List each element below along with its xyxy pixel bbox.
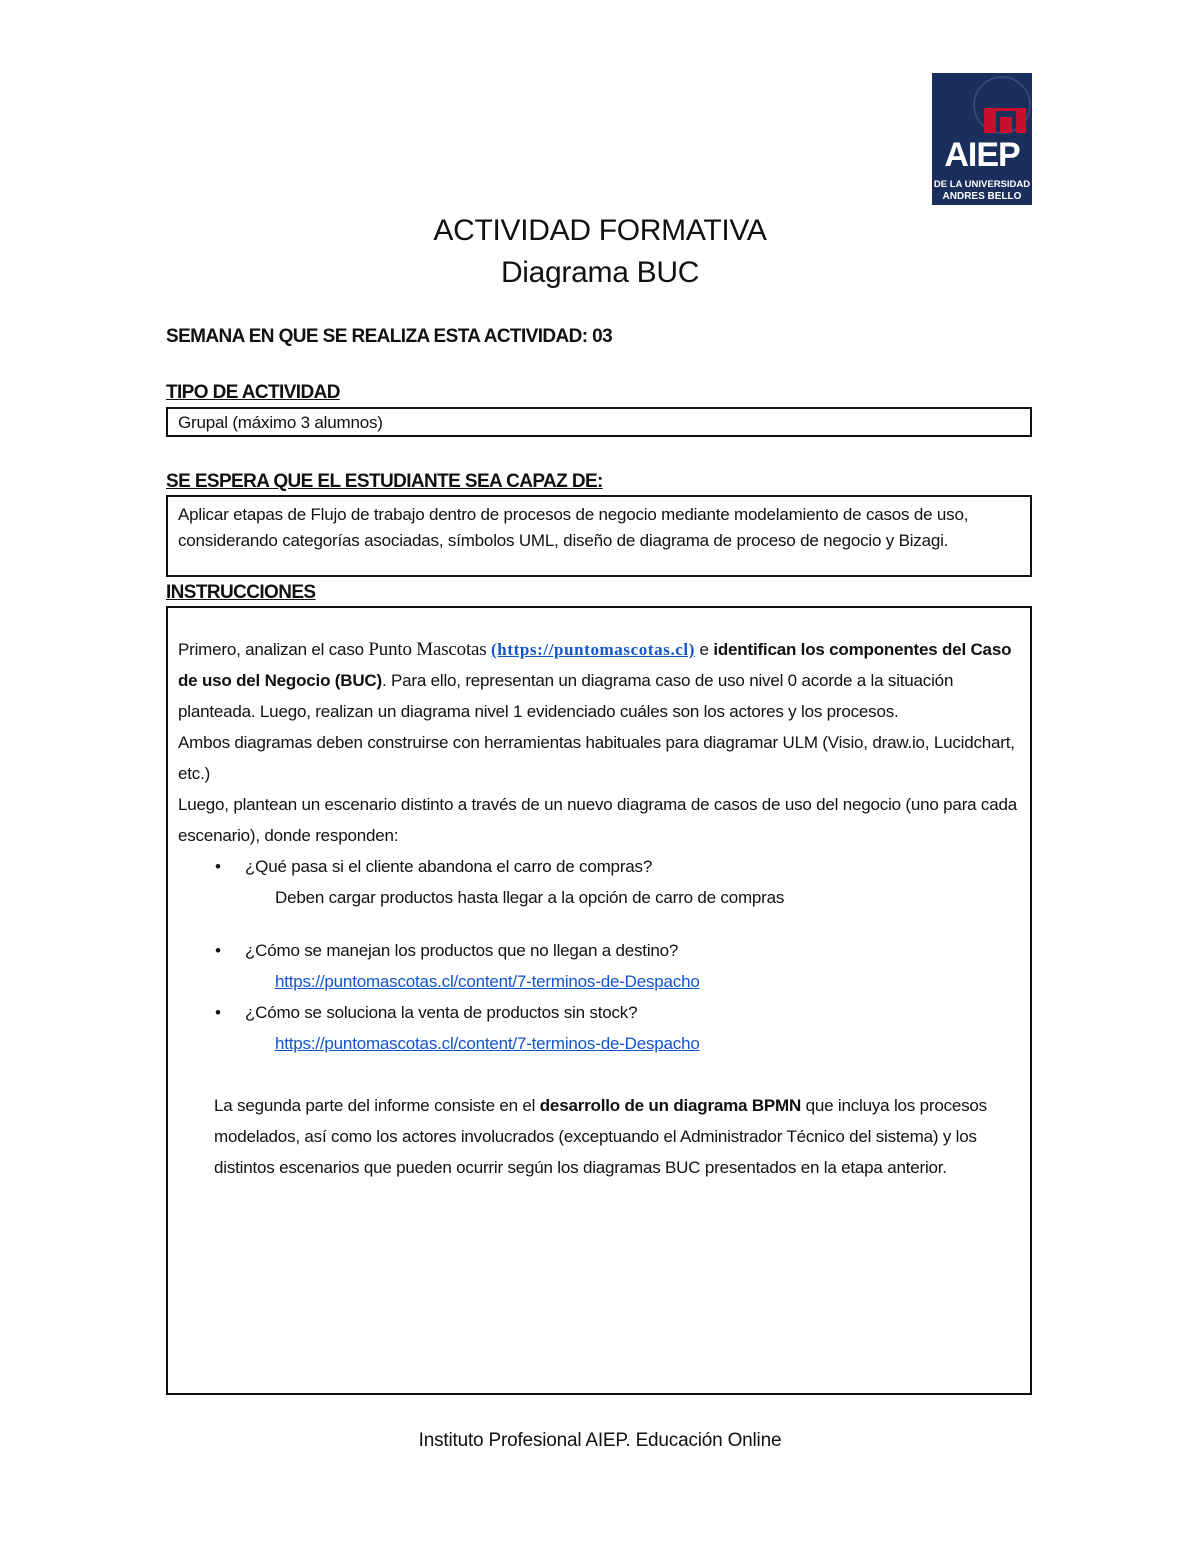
tipo-value: Grupal (máximo 3 alumnos) bbox=[178, 413, 383, 432]
bullet-icon: • bbox=[215, 1003, 221, 1022]
instr-paragraph-2: Ambos diagramas deben construirse con herramientas habituales para diagramar ULM (Visio, draw.io, Lucidchart, etc.) bbox=[178, 733, 1015, 783]
question-text: ¿Cómo se soluciona la venta de productos sin stock? bbox=[245, 1003, 638, 1022]
puntomascotas-link[interactable]: (https://puntomascotas.cl) bbox=[491, 640, 696, 659]
despacho-link[interactable]: https://puntomascotas.cl/content/7-terminos-de-Despacho bbox=[275, 1034, 700, 1053]
list-item bbox=[215, 851, 1020, 913]
despacho-link[interactable]: https://puntomascotas.cl/content/7-terminos-de-Despacho bbox=[275, 972, 700, 991]
tipo-label: TIPO DE ACTIVIDAD bbox=[166, 382, 340, 403]
semana-heading: SEMANA EN QUE SE REALIZA ESTA ACTIVIDAD: 03 bbox=[166, 326, 613, 347]
espera-label: SE ESPERA QUE EL ESTUDIANTE SEA CAPAZ DE: bbox=[166, 471, 603, 492]
instr-p4-bold: desarrollo de un diagrama BPMN bbox=[539, 1096, 802, 1115]
instr-paragraph-4 bbox=[178, 1090, 1020, 1183]
instr-p1-text-c: . Para ello, representan un diagrama caso de uso nivel 0 acorde a la situación planteada. Luego, realizan un diagrama nivel 1 evidenciado cuáles son los actores y los procesos. bbox=[178, 671, 954, 721]
page-title bbox=[0, 210, 1200, 294]
aiep-logo-icon bbox=[932, 73, 1032, 205]
question-text: ¿Qué pasa si el cliente abandona el carro de compras? bbox=[245, 857, 653, 876]
question-list bbox=[178, 851, 1020, 1059]
title-main: ACTIVIDAD FORMATIVA bbox=[433, 214, 767, 247]
list-item bbox=[215, 997, 1020, 1059]
instr-p4-text-b: que incluya los procesos modelados, así como los actores involucrados (exceptuando el Administrador Técnico del sistema) y los distintos escenarios que pueden ocurrir según los diagramas BUC presentados en la etapa anterior. bbox=[214, 1096, 987, 1177]
logo-subtitle-2: ANDRES BELLO bbox=[942, 191, 1022, 202]
tipo-box bbox=[166, 407, 1032, 437]
bullet-icon: • bbox=[215, 941, 221, 960]
instr-p1-text-b: e bbox=[695, 640, 714, 659]
instrucciones-box bbox=[166, 606, 1032, 1395]
instrucciones-label: INSTRUCCIONES bbox=[166, 582, 316, 603]
espera-box bbox=[166, 495, 1032, 577]
title-sub: Diagrama BUC bbox=[500, 256, 700, 289]
footer: Instituto Profesional AIEP. Educación Online bbox=[418, 1430, 782, 1451]
aiep-logo bbox=[932, 73, 1032, 205]
question-text: ¿Cómo se manejan los productos que no llegan a destino? bbox=[245, 941, 679, 960]
instr-p1-text-a: Primero, analizan el caso bbox=[178, 640, 369, 659]
case-name: Punto Mascotas bbox=[368, 639, 487, 660]
bullet-icon: • bbox=[215, 857, 221, 876]
logo-name: AIEP bbox=[944, 136, 1020, 174]
espera-value: Aplicar etapas de Flujo de trabajo dentro de procesos de negocio mediante modelamiento de casos de uso, considerando categorías asociadas, símbolos UML, diseño de diagrama de proceso de negocio y Bizagi. bbox=[178, 505, 969, 550]
list-spacer bbox=[245, 913, 1020, 935]
answer-text: Deben cargar productos hasta llegar a la opción de carro de compras bbox=[275, 888, 785, 907]
list-item bbox=[215, 935, 1020, 997]
instr-p1-bold: identifican los componentes del Caso de uso del Negocio (BUC) bbox=[178, 640, 1012, 690]
instr-p4-text-a: La segunda parte del informe consiste en el bbox=[214, 1096, 540, 1115]
instr-paragraph-1 bbox=[178, 634, 1020, 727]
instr-paragraph-3: Luego, plantean un escenario distinto a través de un nuevo diagrama de casos de uso del negocio (uno para cada escenario), donde responden: bbox=[178, 795, 1017, 845]
logo-subtitle-1: DE LA UNIVERSIDAD bbox=[933, 179, 1031, 190]
